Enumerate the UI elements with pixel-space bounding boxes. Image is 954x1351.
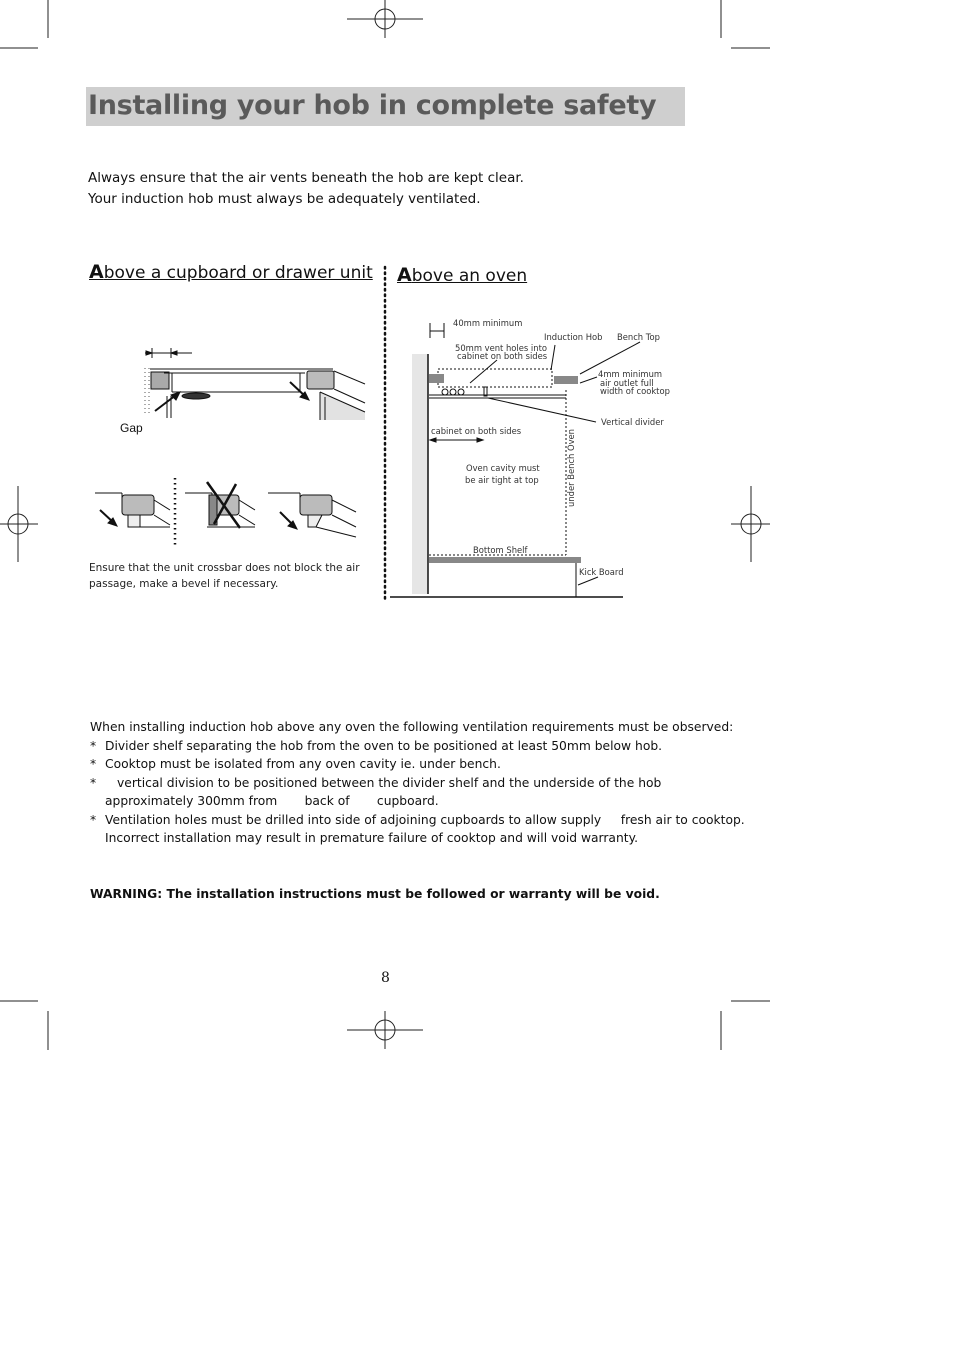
- heading-oven-text: bove an oven: [411, 266, 528, 286]
- req-item-4-line-1: Ventilation holes must be drilled into side of adjoining cupboards to allow supply fresh air to cooktop.: [105, 813, 745, 827]
- label-bottom-shelf: Bottom Shelf: [473, 545, 528, 555]
- page-title: Installing your hob in complete safety: [88, 90, 657, 121]
- label-oven-cavity-1: Oven cavity must: [466, 463, 540, 473]
- label-40mm-minimum: 40mm minimum: [453, 318, 523, 328]
- heading-cupboard-text: bove a cupboard or drawer unit: [103, 263, 373, 283]
- label-under-bench-oven: under Bench Oven: [565, 429, 576, 507]
- gap-label: Gap: [120, 421, 143, 435]
- cupboard-caption-line-1: Ensure that the unit crossbar does not block the air: [89, 562, 360, 574]
- req-bullet-4: *: [90, 813, 97, 827]
- req-bullet-2: *: [90, 757, 97, 771]
- req-item-3-line-2: approximately 300mm from back of cupboard.: [105, 794, 439, 808]
- heading-cupboard-initial: A: [89, 261, 104, 283]
- req-item-1: Divider shelf separating the hob from the oven to be positioned at least 50mm below hob.: [105, 739, 663, 753]
- heading-oven-initial: A: [397, 264, 412, 286]
- label-oven-cavity-2: be air tight at top: [465, 475, 539, 485]
- label-air-outlet-1: 4mm minimum: [598, 369, 663, 379]
- label-bench-top: Bench Top: [617, 332, 660, 342]
- label-vertical-divider: Vertical divider: [601, 417, 664, 427]
- label-cabinet-sides: cabinet on both sides: [431, 426, 522, 436]
- req-item-4-line-2: Incorrect installation may result in premature failure of cooktop and will void warranty.: [105, 831, 639, 845]
- label-induction-hob: Induction Hob: [544, 332, 603, 342]
- requirements-intro: When installing induction hob above any oven the following ventilation requirements must be observed:: [90, 720, 734, 734]
- req-bullet-1: *: [90, 739, 97, 753]
- label-air-outlet-2: air outlet full: [600, 378, 654, 388]
- intro-line-1: Always ensure that the air vents beneath the hob are kept clear.: [88, 170, 524, 186]
- intro-line-2: Your induction hob must always be adequately ventilated.: [88, 191, 481, 207]
- warning-text: WARNING: The installation instructions must be followed or warranty will be void.: [90, 887, 660, 901]
- label-air-outlet-3: width of cooktop: [600, 386, 670, 396]
- page-number: 8: [381, 970, 390, 986]
- cupboard-caption-line-2: passage, make a bevel if necessary.: [89, 578, 279, 590]
- label-kick-board: Kick Board: [579, 567, 624, 577]
- req-bullet-3: *: [90, 776, 97, 790]
- req-item-3-line-1: vertical division to be positioned between the divider shelf and the underside of the hob: [117, 776, 662, 790]
- label-vent-holes-1: 50mm vent holes into: [455, 343, 547, 353]
- label-vent-holes-2: cabinet on both sides: [457, 351, 548, 361]
- req-item-2: Cooktop must be isolated from any oven cavity ie. under bench.: [105, 757, 501, 771]
